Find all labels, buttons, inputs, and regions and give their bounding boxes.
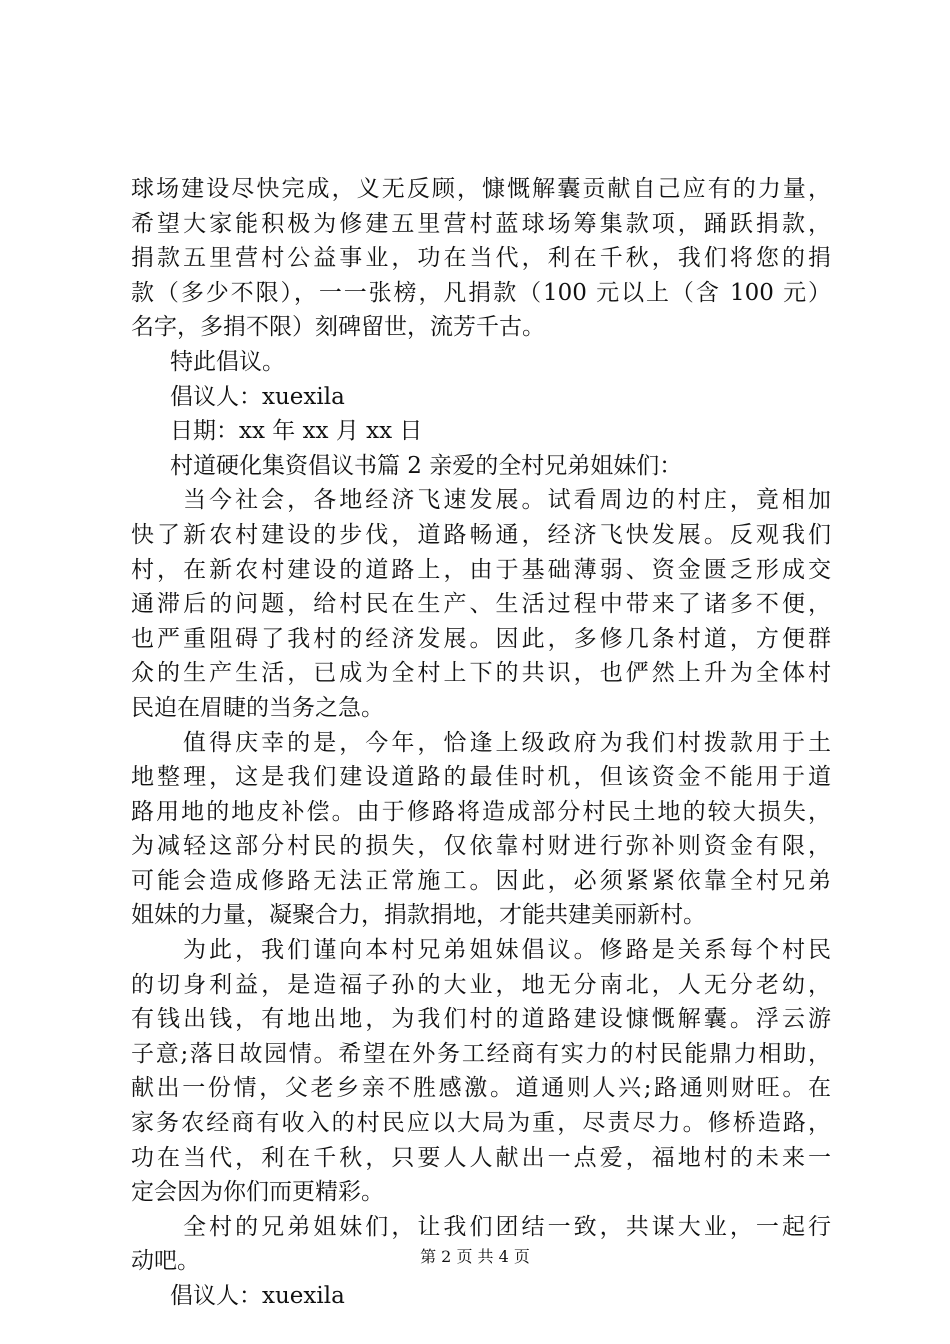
text-line: 的切身利益，是造福子孙的大业，地无分南北，人无分老幼， [131,971,831,998]
text-line: 为此，我们谨向本村兄弟姐妹倡议。修路是关系每个村民 [183,937,831,964]
text-line: 特此倡议。 [170,348,285,375]
text-line: 日期：xx 年 xx 月 xx 日 [170,418,423,445]
text-line: 球场建设尽快完成，义无反顾，慷慨解囊贡献自己应有的力量， [131,176,831,202]
text-line: 值得庆幸的是，今年，恰逢上级政府为我们村拨款用于土 [183,729,831,756]
text-line: 子意;落日故园情。希望在外务工经商有实力的村民能鼎力相助， [131,1040,831,1067]
text-line: 款（多少不限），一一张榜，凡捐款（100 元以上（含 100 元） [131,279,831,306]
text-line: 全村的兄弟姐妹们，让我们团结一致，共谋大业，一起行 [183,1213,831,1240]
document-body [131,172,831,1314]
text-line: 通滞后的问题，给村民在生产、生活过程中带来了诸多不便， [131,591,831,618]
text-line: 地整理，这是我们建设道路的最佳时机，但该资金不能用于道 [131,764,831,791]
text-line: 希望大家能积极为修建五里营村蓝球场筹集款项，踊跃捐款， [131,210,831,237]
text-line: 动吧。 [131,1248,200,1275]
text-line: 姐妹的力量，凝聚合力，捐款捐地，才能共建美丽新村。 [131,902,706,929]
text-line: 献出一份情，父老乡亲不胜感激。道通则人兴;路通则财旺。在 [131,1075,831,1102]
text-line: 村道硬化集资倡议书篇 2 亲爱的全村兄弟姐妹们： [170,452,683,479]
text-line: 功在当代，利在千秋，只要人人献出一点爱，福地村的未来一 [131,1144,831,1171]
text-line: 可能会造成修路无法正常施工。因此，必须紧紧依靠全村兄弟 [131,867,831,894]
text-line: 倡议人：xuexila [170,383,345,410]
text-line: 村，在新农村建设的道路上，由于基础薄弱、资金匮乏形成交 [131,556,831,583]
text-line: 家务农经商有收入的村民应以大局为重，尽责尽力。修桥造路， [131,1110,831,1137]
text-line: 捐款五里营村公益事业，功在当代，利在千秋，我们将您的捐 [131,245,831,272]
text-line: 有钱出钱，有地出地，为我们村的道路建设慷慨解囊。浮云游 [131,1006,831,1033]
text-line: 为减轻这部分村民的损失，仅依靠村财进行弥补则资金有限， [131,833,831,860]
text-line: 众的生产生活，已成为全村上下的共识，也俨然上升为全体村 [131,660,831,687]
text-line: 定会因为你们而更精彩。 [131,1179,384,1206]
text-line: 快了新农村建设的步伐，道路畅通，经济飞快发展。反观我们 [131,521,831,548]
text-line: 民迫在眉睫的当务之急。 [131,694,384,721]
text-line: 倡议人：xuexila [170,1283,345,1309]
page-footer: 第 2 页 共 4 页 [420,1247,530,1266]
text-line: 名字，多捐不限）刻碑留世，流芳千古。 [131,314,545,341]
text-line: 路用地的地皮补偿。由于修路将造成部分村民土地的较大损失， [131,798,831,825]
text-line: 也严重阻碍了我村的经济发展。因此，多修几条村道，方便群 [131,625,831,652]
text-line: 当今社会，各地经济飞速发展。试看周边的村庄，竟相加 [183,487,831,514]
